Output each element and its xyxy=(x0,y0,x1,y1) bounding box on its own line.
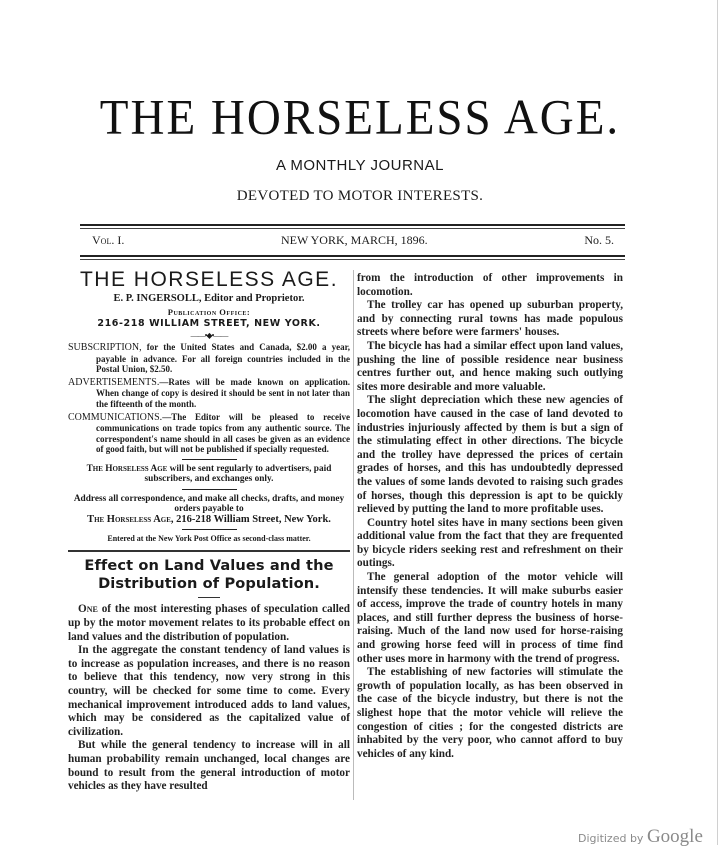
small-rule xyxy=(182,459,237,460)
top-rule xyxy=(80,224,625,229)
subscription-label: SUBSCRIPTION, xyxy=(68,342,142,353)
paragraph-text: of the most interesting phases of speculation called up by the motor movement relates to its probable effect on land values and the distribution of population. xyxy=(68,603,350,643)
article-paragraph: The bicycle has had a similar effect upon land values, pushing the line of possible residence near business centres further out, and hence making such outlying sites more desirable and more valuable. xyxy=(357,339,623,393)
masthead xyxy=(0,92,720,144)
communications-label: COMMUNICATIONS. xyxy=(68,411,163,423)
communications-text: —The Editor will be pleased to receive communications on trade topics from any authentic source. The correspondent's name should in all cases be given as an evidence of good faith, but will not be published if specially requested. xyxy=(96,411,350,455)
office-address: 216-218 WILLIAM STREET, NEW YORK. xyxy=(97,318,321,329)
address-note: Address all correspondence, and make all checks, drafts, and money orders payable to xyxy=(73,493,345,515)
left-column xyxy=(68,268,350,794)
address-note-name: The Horseless Age, xyxy=(87,513,174,525)
article-left-text xyxy=(68,603,350,793)
article-title-rule xyxy=(198,597,220,598)
paragraph-text: In the aggregate the constant tendency of land values is to increase as population increases, and there is no reason to believe that this tendency, now very strong in this country, will be checked for some time to come. Every mechanical improvement introduced adds to land values, which may be considered as the capitalized value of civilization. xyxy=(68,644,350,738)
dateline xyxy=(92,233,614,248)
editor-line: E. P. INGERSOLL, Editor and Proprietor. xyxy=(113,293,305,304)
advertisements-label: ADVERTISEMENTS. xyxy=(68,376,160,388)
right-column xyxy=(357,272,623,761)
issue-number: No. 5. xyxy=(584,233,614,247)
notice-name: The Horseless Age xyxy=(86,463,168,474)
article-paragraph: from the introduction of other improvements in locomotion. xyxy=(357,272,623,298)
small-rule xyxy=(182,489,237,490)
article-paragraph: The establishing of new factories will stimulate the growth of population locally, as has been observed in the case of the bicycle industry, but there is not the slighest hope that the motor vehicle will relieve the congestion of cities ; for the congested districts are inhabited by the very poor, who cannot afford to buy vehicles of any kind. xyxy=(357,666,623,760)
google-logo: Google xyxy=(646,826,703,847)
column-divider xyxy=(353,270,354,800)
ornament-divider: ——•◆•—— xyxy=(190,331,228,340)
place-date: NEW YORK, MARCH, 1896. xyxy=(280,233,428,247)
article-paragraph: The trolley car has opened up suburban property, and by connecting rural towns has made populous streets where before were farmers' houses. xyxy=(357,299,623,339)
publication-office-heading: Publication Office: xyxy=(167,307,251,317)
communications-info xyxy=(68,412,350,455)
volume-label: Vol. I. xyxy=(92,233,125,247)
subscription-info xyxy=(68,342,350,375)
dateline-bottom-rule xyxy=(80,255,625,260)
article-right-text xyxy=(357,272,623,761)
publisher-box-title: THE HORSELESS AGE. xyxy=(79,268,339,291)
article-paragraph: The slight depreciation which these new agencies of locomotion have caused in the case of land devoted to industries injuriously affected by them is but a sign of the stimulating effect in other directions. The bicycle and the trolley have depressed the prices of certain grades of horses, and this has undoubtedly depressed the values of some lands devoted to raising such grades of horses, though this depression is apt to be quickly relieved by putting the land to more profitable uses. xyxy=(357,394,623,516)
article-paragraph xyxy=(68,603,350,644)
article-paragraph xyxy=(68,644,350,739)
advertisements-text: —Rates will be made known on application. When change of copy is desired it should be sent in not later than the fifteenth of the month. xyxy=(96,376,350,409)
distribution-notice xyxy=(68,464,350,485)
article-title: Effect on Land Values and the Distribution of Population. xyxy=(84,557,334,593)
address-notice xyxy=(68,494,350,526)
masthead-tagline: DEVOTED TO MOTOR INTERESTS. xyxy=(236,188,484,204)
watermark-prefix: Digitized by xyxy=(578,832,644,845)
advertisements-info xyxy=(68,377,350,410)
address-note-street: 216-218 William Street, New York. xyxy=(176,513,331,525)
masthead-title: THE HORSELESS AGE. xyxy=(99,90,621,146)
entered-notice: Entered at the New York Post Office as second-class matter. xyxy=(107,534,311,544)
paragraph-lead-word: One xyxy=(78,603,98,616)
masthead-subtitle: A MONTHLY JOURNAL xyxy=(276,157,444,174)
notice-text: will be sent regularly to advertisers, paid subscribers, and exchanges only. xyxy=(144,463,332,485)
small-rule xyxy=(182,529,237,530)
publisher-box xyxy=(68,268,350,543)
paragraph-text: But while the general tendency to increase will in all human probability remain unchanged, local changes are bound to result from the general introduction of motor vehicles as they have resulted xyxy=(68,739,350,793)
article-paragraph: Country hotel sites have in many sections been given additional value from the fact that they are frequented by bicycle riders seeking rest and refreshment on their outings. xyxy=(357,516,623,570)
section-rule xyxy=(68,550,350,552)
article-paragraph xyxy=(68,739,350,793)
subscription-text: for the United States and Canada, $2.00 a year, payable in advance. For all foreign countries included in the Postal Union, $2.50. xyxy=(96,342,350,375)
article-paragraph: The general adoption of the motor vehicle will intensify these tendencies. It will make suburbs easier of access, improve the trade of country hotels in many places, and still further depress the business of horse-raising. Much of the land now used for horse-raising and growing horse feed will in process of time find other uses more in harmony with the trend of progress. xyxy=(357,571,623,665)
